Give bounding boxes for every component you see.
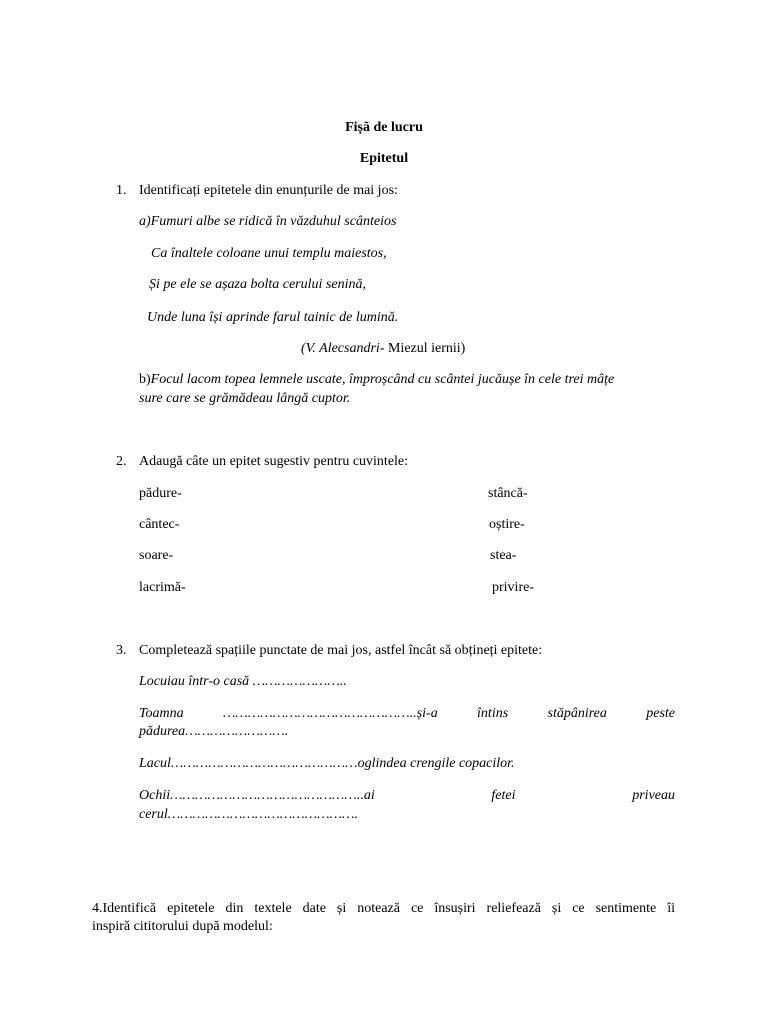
q1-b-text: Focul lacom topea lemnele uscate, împroșcând cu scântei jucăușe în cele trei mâțe [150,372,615,387]
q4-line-1: 4.Identifică epitetele din textele date și notează ce însușiri reliefează și ce sentimente îi [92,901,675,916]
q1-source [301,340,465,358]
q3-s4-word: priveau [632,788,675,803]
worksheet-subtitle: Epitetul [359,151,409,166]
q2-word-right: stea- [490,548,517,563]
q3-sentence-4-line-1 [139,787,675,805]
q3-s4-word: Ochii………………………………………..ai [139,788,375,803]
q4-line-2: inspiră cititorului după modelul: [92,919,273,934]
q2-word-left: cântec- [139,517,180,532]
q3-s2-word: peste [646,706,675,721]
q3-text: Completează spațiile punctate de mai jos, astfel încât să obțineți epitete: [139,643,543,658]
q1-b-line-1 [139,371,614,389]
q3-sentence-2-line-1 [139,705,675,723]
q2-word-right: oștire- [489,517,525,532]
q3-s2-word: Toamna [139,706,184,721]
q1-a-line-4: Unde luna își aprinde farul tainic de lumină. [147,310,399,325]
q3-sentence-3: Lacul………………………………………oglindea crengile copacilor. [139,756,515,771]
q3-sentence-1: Locuiau într-o casă ………………….. [139,674,347,689]
q2-text: Adaugă câte un epitet sugestiv pentru cuvintele: [139,454,409,469]
q1-a-line-1: a)Fumuri albe se ridică în văzduhul scânteios [139,214,397,229]
q3-sentence-2-line-2: pădurea……………………. [139,724,289,739]
q1-number: 1. [116,183,127,198]
q3-s2-word: întins [477,706,509,721]
q2-word-left: soare- [139,548,174,563]
q1-source-author: (V. Alecsandri [301,341,380,356]
q2-word-right: privire- [492,580,534,595]
q2-word-left: pădure- [139,486,182,501]
q1-b-label: b) [139,372,151,387]
q2-word-left: lacrimă- [139,580,186,595]
q3-s2-word: stăpânirea [547,706,607,721]
q3-sentence-4-line-2: cerul………………………………………. [139,807,358,822]
q3-s4-word: fetei [491,788,516,803]
q2-word-right: stâncă- [488,486,528,501]
q3-s2-word: ………………………………………..și-a [222,706,438,721]
worksheet-title: Fișă de lucru [345,120,423,135]
q1-a-line-3: Și pe ele se așaza bolta cerului senină, [149,277,366,292]
q2-number: 2. [116,454,127,469]
q1-a-line-2: Ca înaltele coloane unui templu maiestos, [151,246,387,261]
q1-text: Identificați epitetele din enunțurile de mai jos: [139,183,398,198]
q3-number: 3. [116,643,127,658]
q1-source-title: - Miezul iernii) [379,341,466,356]
q1-b-line-2: sure care se grămădeau lângă cuptor. [139,391,351,406]
